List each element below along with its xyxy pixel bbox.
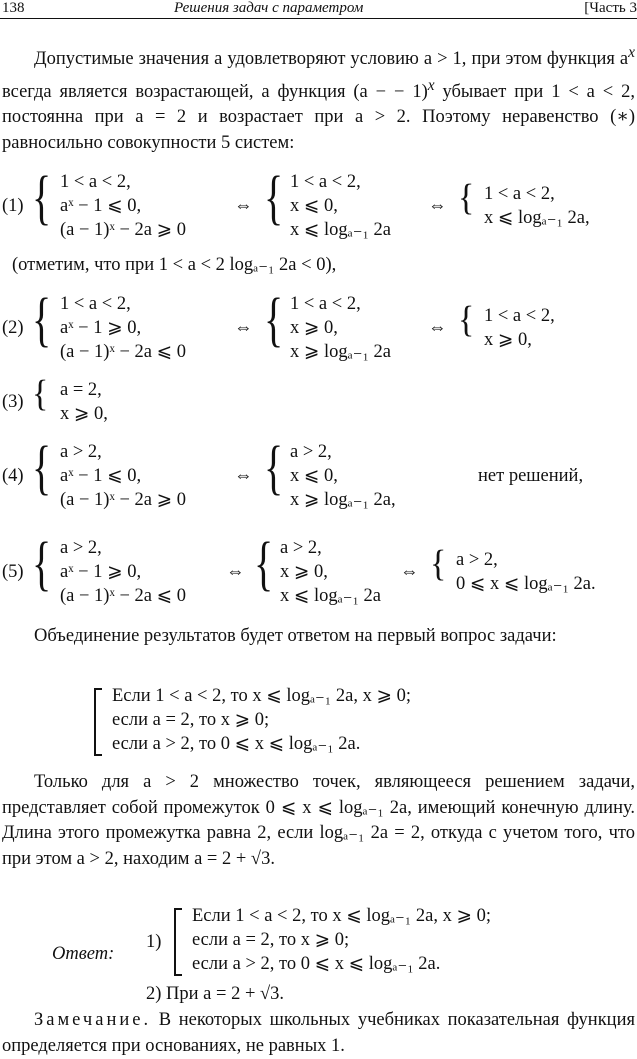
math-line: Если 1 < a < 2, то x ⩽ logₐ₋₁ 2a, x ⩾ 0; <box>192 906 491 926</box>
math-line: x ⩾ logₐ₋₁ 2a, <box>290 490 396 510</box>
math-line: x ⩾ 0, <box>60 404 108 424</box>
math-line: x ⩽ logₐ₋₁ 2a <box>280 586 382 606</box>
math-line: x ⩾ 0, <box>484 330 532 350</box>
math-line: x ⩾ 0, <box>280 562 328 582</box>
math-line: ⇔ <box>428 318 447 338</box>
math-line: aˣ − 1 ⩾ 0, <box>60 318 142 338</box>
square-bracket <box>174 908 182 976</box>
math-line: x <box>427 76 435 94</box>
left-brace: { <box>32 163 52 231</box>
math-line: 1 < a < 2, <box>60 294 131 314</box>
math-line: (a − 1)ˣ − 2a ⩽ 0 <box>60 586 186 606</box>
math-line: Только для a > 2 множество точек, являющееся решением задачи, представляет собой промежуток 0 ⩽ x ⩽ logₐ₋₁ 2a, имеющий конечную длину. Длина этого промежутка равна 2, если logₐ₋₁ 2a = 2, откуда с учетом того, что при этом a > 2, находим a = 2 + √3. <box>2 772 635 869</box>
system-lines <box>60 378 108 426</box>
left-brace: { <box>254 529 274 597</box>
math-line: x <box>628 44 635 61</box>
math-line: 1 < a < 2, <box>290 172 361 192</box>
left-brace: { <box>430 543 447 585</box>
math-line: 1 < a < 2, <box>484 184 555 204</box>
left-brace: { <box>264 163 284 231</box>
math-line: если a = 2, то x ⩾ 0; <box>112 710 270 730</box>
remark-paragraph <box>2 1008 635 1059</box>
math-line: x ⩽ 0, <box>290 196 338 216</box>
system-lines <box>60 440 186 512</box>
math-line: Объединение результатов будет ответом на первый вопрос задачи: <box>34 626 557 646</box>
left-brace: { <box>32 285 52 353</box>
math-line: (5) <box>2 562 24 582</box>
math-line: если a = 2, то x ⩾ 0; <box>192 930 350 950</box>
square-bracket <box>94 688 102 756</box>
math-line: a = 2, <box>60 380 102 400</box>
math-line: ⇔ <box>400 562 419 582</box>
math-line: aˣ − 1 ⩽ 0, <box>60 196 142 216</box>
union-paragraph <box>2 624 635 650</box>
math-line: (1) <box>2 196 24 216</box>
math-line: Допустимые значения a удовлетворяют условию a > 1, при этом функция a <box>34 49 629 70</box>
part-label: [Часть 3 <box>584 0 637 16</box>
math-line: 1 < a < 2, <box>60 172 131 192</box>
system-lines <box>484 304 555 352</box>
math-line: x ⩾ logₐ₋₁ 2a <box>290 342 392 362</box>
math-line: 2) При a = 2 + √3. <box>146 984 285 1004</box>
math-line: x ⩽ logₐ₋₁ 2a, <box>484 208 590 228</box>
page-number: 138 <box>2 0 25 16</box>
system-lines <box>290 440 396 512</box>
math-line: (2) <box>2 318 24 338</box>
left-brace: { <box>32 433 52 501</box>
math-line: Замечание. <box>34 1010 152 1030</box>
note-1: (отметим, что при 1 < a < 2 logₐ₋₁ 2a < 0), <box>12 255 337 275</box>
math-line: В некоторых школьных учебниках показательная функция определяется при основаниях, не равных 1. <box>2 1010 635 1056</box>
page-header <box>2 0 637 18</box>
math-line: (a − 1)ˣ − 2a ⩾ 0 <box>60 490 186 510</box>
math-line: Если 1 < a < 2, то x ⩽ logₐ₋₁ 2a, x ⩾ 0; <box>112 686 411 706</box>
math-line: (a − 1)ˣ − 2a ⩾ 0 <box>60 220 186 240</box>
math-line: Ответ: <box>52 944 115 964</box>
left-brace: { <box>458 299 475 341</box>
system-lines <box>192 904 491 976</box>
system-lines <box>60 170 186 242</box>
system-lines <box>484 182 590 230</box>
math-line: ⇔ <box>234 318 253 338</box>
math-line: a > 2, <box>290 442 332 462</box>
math-line: 1 < a < 2, <box>290 294 361 314</box>
system-lines <box>290 170 391 242</box>
math-line: a > 2, <box>280 538 322 558</box>
math-line: (a − 1)ˣ − 2a ⩽ 0 <box>60 342 186 362</box>
math-line: ⇔ <box>428 196 447 216</box>
math-line: 0 ⩽ x ⩽ logₐ₋₁ 2a. <box>456 574 596 594</box>
math-line: x ⩾ 0, <box>290 318 338 338</box>
running-title: Решения задач с параметром <box>174 0 364 16</box>
left-brace: { <box>458 177 475 219</box>
left-brace: { <box>32 373 49 415</box>
math-line: нет решений, <box>478 466 584 486</box>
system-lines <box>112 684 411 756</box>
math-line: ⇔ <box>234 196 253 216</box>
math-line: a > 2, <box>60 442 102 462</box>
system-lines <box>60 536 186 608</box>
math-line: если a > 2, то 0 ⩽ x ⩽ logₐ₋₁ 2a. <box>192 954 441 974</box>
math-line: aˣ − 1 ⩽ 0, <box>60 466 142 486</box>
math-line: aˣ − 1 ⩾ 0, <box>60 562 142 582</box>
left-brace: { <box>264 433 284 501</box>
math-line: a > 2, <box>456 550 498 570</box>
math-line: (4) <box>2 466 24 486</box>
header-rule <box>0 18 637 19</box>
left-brace: { <box>264 285 284 353</box>
math-line: x ⩽ 0, <box>290 466 338 486</box>
math-line: 1 < a < 2, <box>484 306 555 326</box>
system-lines <box>456 548 596 596</box>
left-brace: { <box>32 529 52 597</box>
math-line: убывает при 1 < a < 2, постоянна при a = 2 и возрастает при a > 2. Поэтому неравенство (∗) равносильно совокупности 5 систем: <box>2 81 635 153</box>
math-line: (3) <box>2 392 24 412</box>
math-line: ⇔ <box>226 562 245 582</box>
system-lines <box>60 292 186 364</box>
math-line: если a > 2, то 0 ⩽ x ⩽ logₐ₋₁ 2a. <box>112 734 361 754</box>
math-line: ⇔ <box>234 466 253 486</box>
math-line: 1) <box>146 932 162 952</box>
system-lines <box>280 536 381 608</box>
math-line: a > 2, <box>60 538 102 558</box>
only-paragraph <box>2 770 635 872</box>
system-lines <box>290 292 391 364</box>
math-line: x ⩽ logₐ₋₁ 2a <box>290 220 392 240</box>
intro-paragraph <box>2 40 635 156</box>
math-line: всегда является возрастающей, а функция (a − − 1) <box>2 81 428 102</box>
